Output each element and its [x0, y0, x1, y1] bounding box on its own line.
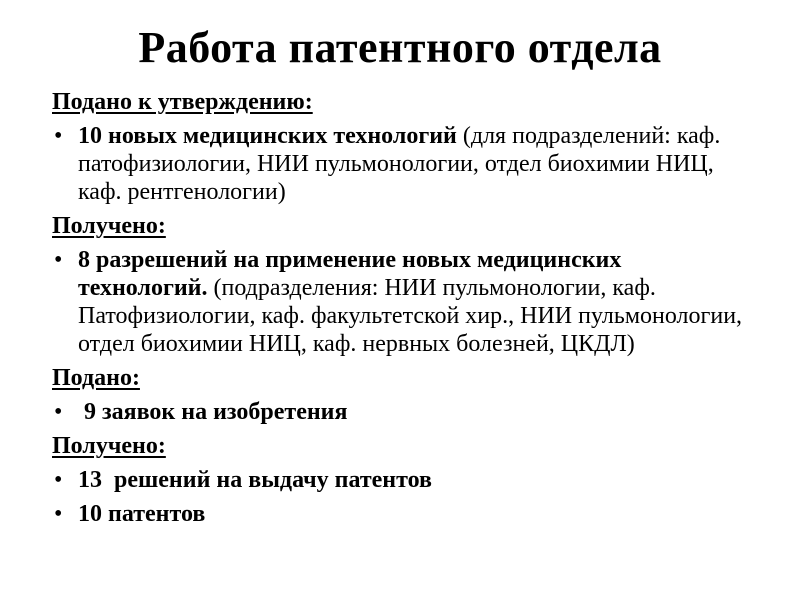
bullet-icon: • — [54, 247, 63, 273]
section-submitted — [52, 364, 752, 426]
bullet-icon: • — [54, 501, 63, 527]
list-item — [52, 122, 752, 206]
item-normal-text: (подразделения: НИИ пульмонологии, каф. Патофизиологии, каф. факультетской хир., НИИ пульмонологии, отдел биохимии НИЦ, каф. нервных болезней, ЦКДЛ) — [78, 275, 743, 357]
item-bold-text: 8 разрешений на применение новых медицинских технологий. — [78, 247, 622, 301]
list-item — [52, 398, 752, 426]
item-bold-text: 9 заявок на изобретения — [78, 399, 348, 425]
section-received-permits — [52, 212, 752, 358]
list-item — [52, 500, 752, 528]
bullet-list — [52, 246, 752, 358]
item-bold-text: 10 новых медицинских технологий — [78, 123, 457, 149]
bullet-list — [52, 398, 752, 426]
item-normal-text: (для подразделений: каф. патофизиологии, НИИ пульмонологии, отдел биохимии НИЦ, каф. рентгенологии) — [78, 123, 721, 205]
section-submitted-for-approval — [52, 88, 752, 206]
bullet-icon: • — [54, 399, 63, 425]
section-heading: Получено: — [52, 213, 166, 239]
page-title: Работа патентного отдела — [138, 23, 662, 72]
item-bold-text: 10 патентов — [78, 501, 206, 527]
section-received-patents — [52, 432, 752, 528]
bullet-icon: • — [54, 123, 63, 149]
section-heading: Получено: — [52, 433, 166, 459]
bullet-icon: • — [54, 467, 63, 493]
bullet-list — [52, 122, 752, 206]
section-heading: Подано: — [52, 365, 140, 391]
section-heading: Подано к утверждению: — [52, 89, 313, 115]
slide-content — [52, 88, 752, 534]
bullet-list — [52, 466, 752, 528]
list-item — [52, 246, 752, 358]
list-item — [52, 466, 752, 494]
item-bold-text: 13 решений на выдачу патентов — [78, 467, 432, 493]
